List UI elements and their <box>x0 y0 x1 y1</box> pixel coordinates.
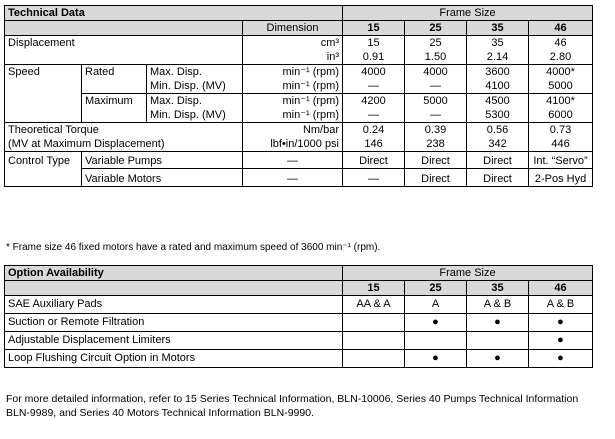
value: 5300 <box>485 109 510 121</box>
frame-header: 15 <box>343 21 405 36</box>
unit: cm³ <box>320 37 340 49</box>
value: 5000 <box>548 80 573 92</box>
variable-pumps-label: Variable Pumps <box>82 152 243 169</box>
availability-dot-icon <box>343 332 405 350</box>
value: Direct <box>467 152 529 169</box>
value: — <box>343 169 405 187</box>
value: 146 <box>364 138 383 150</box>
value: Direct <box>405 169 467 187</box>
unit: Nm/bar <box>302 124 340 136</box>
displacement-row <box>5 36 593 65</box>
unit: min⁻¹ (rpm) <box>282 109 340 121</box>
value: — <box>430 109 442 121</box>
availability-dot-icon: ● <box>467 314 529 332</box>
unit: min⁻¹ (rpm) <box>282 80 340 92</box>
footer-line: For more detailed information, refer to 15 Series Technical Information, BLN-10006, Series 40 Pumps Technical Information <box>6 393 579 405</box>
footer-text <box>6 392 596 420</box>
value: 4000 <box>361 66 386 78</box>
control-motors-row <box>5 169 593 187</box>
value: 6000 <box>548 109 573 121</box>
value: 4000* <box>546 66 575 78</box>
frame-size-header: Frame Size <box>343 266 593 281</box>
value: 238 <box>426 138 445 150</box>
value: 342 <box>488 138 507 150</box>
displacement-label: Displacement <box>5 36 243 65</box>
availability-dot-icon: ● <box>405 314 467 332</box>
frame-header: 35 <box>467 281 529 296</box>
value: 1.50 <box>424 51 447 63</box>
option-value: AA & A <box>343 296 405 314</box>
value: 5000 <box>423 95 448 107</box>
sub-label: Max. Disp. <box>150 66 202 78</box>
value: 35 <box>491 37 504 49</box>
option-row <box>5 332 593 350</box>
option-label: Loop Flushing Circuit Option in Motors <box>5 350 343 368</box>
value: 0.24 <box>362 124 385 136</box>
option-value: A & B <box>529 296 593 314</box>
option-availability-table <box>4 265 593 368</box>
unit: min⁻¹ (rpm) <box>282 95 340 107</box>
availability-dot-icon <box>467 332 529 350</box>
value: 0.56 <box>486 124 509 136</box>
value: 2.80 <box>549 51 572 63</box>
torque-label: Theoretical Torque <box>8 124 99 136</box>
unit: lbf•in/1000 psi <box>270 138 340 150</box>
option-row <box>5 314 593 332</box>
availability-dot-icon: ● <box>467 350 529 368</box>
speed-maximum-row <box>5 94 593 123</box>
value: 3600 <box>485 66 510 78</box>
availability-dot-icon <box>405 332 467 350</box>
speed-rated-row <box>5 65 593 94</box>
dimension-header: Dimension <box>243 21 343 36</box>
footer-line: BLN-9989, and Series 40 Motors Technical Information BLN-9990. <box>6 407 314 419</box>
technical-data-title: Technical Data <box>5 6 343 21</box>
value: Direct <box>343 152 405 169</box>
option-label: SAE Auxiliary Pads <box>5 296 343 314</box>
value: 0.73 <box>549 124 572 136</box>
footnote: * Frame size 46 fixed motors have a rated and maximum speed of 3600 min⁻¹ (rpm). <box>6 242 381 253</box>
value: 0.91 <box>362 51 385 63</box>
unit: — <box>243 152 343 169</box>
value: — <box>368 109 380 121</box>
value: 4100 <box>485 80 510 92</box>
option-label: Suction or Remote Filtration <box>5 314 343 332</box>
availability-dot-icon: ● <box>529 350 593 368</box>
availability-dot-icon <box>343 314 405 332</box>
value: — <box>430 80 442 92</box>
technical-data-table <box>4 5 593 187</box>
unit: min⁻¹ (rpm) <box>282 66 340 78</box>
sub-label: Min. Disp. (MV) <box>150 80 226 92</box>
control-pumps-row <box>5 152 593 169</box>
value: Direct <box>405 152 467 169</box>
value: Direct <box>467 169 529 187</box>
frame-header: 15 <box>343 281 405 296</box>
frame-header: 46 <box>529 281 593 296</box>
variable-motors-label: Variable Motors <box>82 169 243 187</box>
sub-label: Min. Disp. (MV) <box>150 109 226 121</box>
sub-label: Max. Disp. <box>150 95 202 107</box>
value: 4000 <box>423 66 448 78</box>
value: 2.14 <box>486 51 509 63</box>
speed-rated-label: Rated <box>82 65 147 94</box>
header-blank <box>5 281 343 296</box>
option-row <box>5 350 593 368</box>
availability-dot-icon: ● <box>529 332 593 350</box>
availability-dot-icon <box>343 350 405 368</box>
value: 446 <box>551 138 570 150</box>
option-label: Adjustable Displacement Limiters <box>5 332 343 350</box>
unit: — <box>243 169 343 187</box>
frame-header: 46 <box>529 21 593 36</box>
control-type-label: Control Type <box>5 152 82 187</box>
value: 25 <box>429 37 442 49</box>
option-availability-title: Option Availability <box>5 266 343 281</box>
frame-size-header: Frame Size <box>343 6 593 21</box>
availability-dot-icon: ● <box>529 314 593 332</box>
value: 4100* <box>546 95 575 107</box>
value: Int. “Servo” <box>529 152 593 169</box>
torque-row <box>5 123 593 152</box>
frame-header: 25 <box>405 21 467 36</box>
value: 46 <box>554 37 567 49</box>
value: 2-Pos Hyd <box>529 169 593 187</box>
frame-header: 35 <box>467 21 529 36</box>
option-value: A <box>405 296 467 314</box>
unit: in³ <box>326 51 340 63</box>
torque-sublabel: (MV at Maximum Displacement) <box>8 138 165 150</box>
speed-label: Speed <box>5 65 82 123</box>
availability-dot-icon: ● <box>405 350 467 368</box>
option-row <box>5 296 593 314</box>
speed-maximum-label: Maximum <box>82 94 147 123</box>
value: — <box>368 80 380 92</box>
value: 4200 <box>361 95 386 107</box>
value: 15 <box>367 37 380 49</box>
value: 4500 <box>485 95 510 107</box>
frame-header: 25 <box>405 281 467 296</box>
option-value: A & B <box>467 296 529 314</box>
value: 0.39 <box>424 124 447 136</box>
header-blank <box>5 21 243 36</box>
